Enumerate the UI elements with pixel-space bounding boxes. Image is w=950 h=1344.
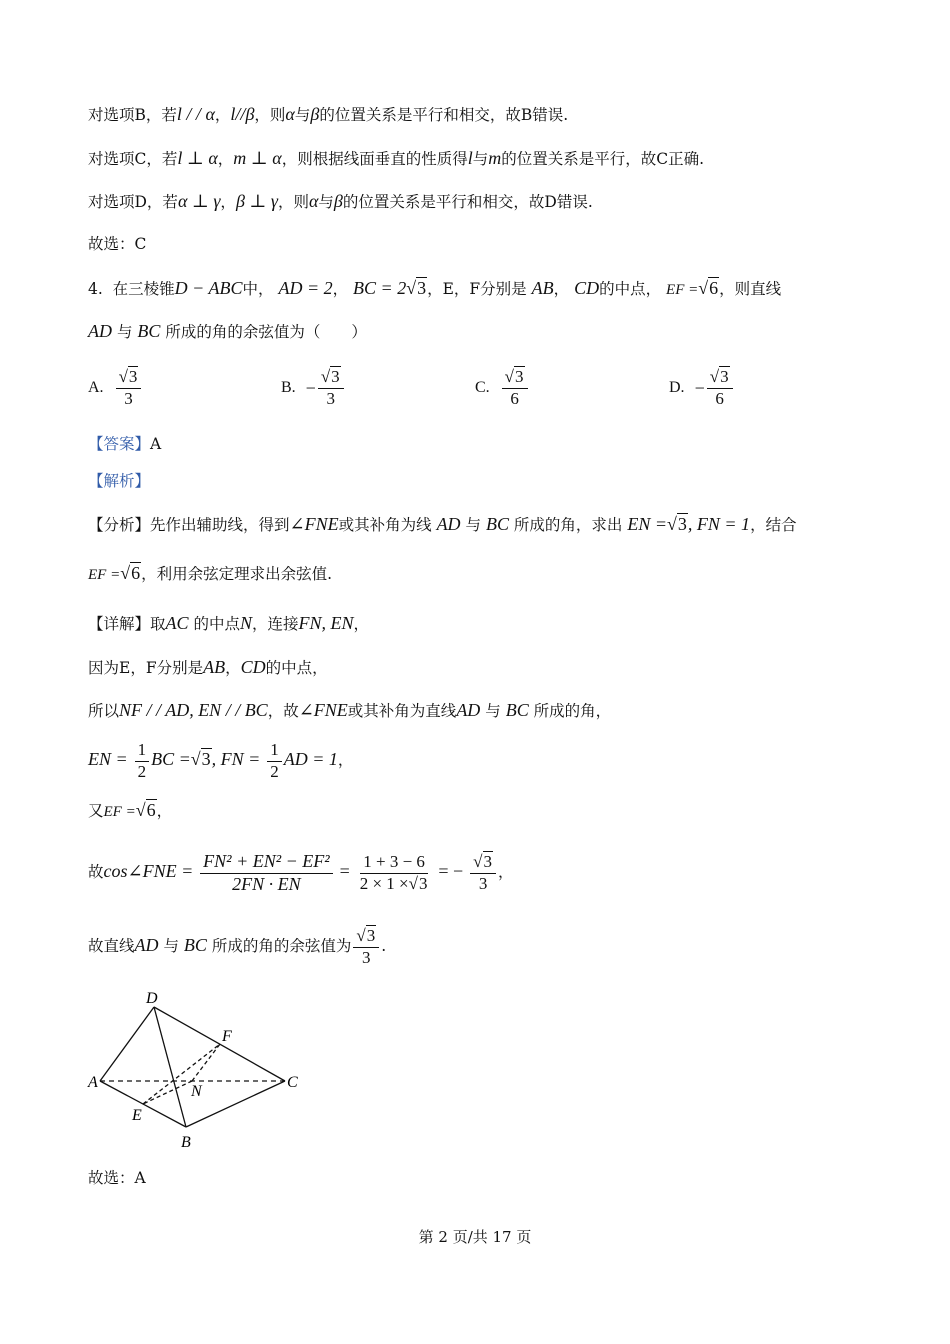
detail-line-1: 【详解】取AC 的中点N，连接FN, EN，	[88, 613, 370, 633]
token: ，	[214, 106, 231, 124]
page-footer: 第 2 页/共 17 页	[418, 1228, 532, 1246]
option-label: A.	[88, 379, 104, 397]
label-n: N	[191, 1083, 202, 1100]
label-b: B	[181, 1134, 191, 1151]
token: 与	[318, 193, 334, 211]
token: α	[272, 148, 282, 168]
token: β	[245, 104, 255, 124]
option-label: D.	[669, 379, 685, 397]
fenxi-line-2: EF =√6，利用余弦定理求出余弦值.	[88, 563, 333, 583]
token: γ	[270, 191, 278, 211]
option-numerator: 3	[720, 367, 729, 386]
option-denominator: 6	[510, 388, 519, 408]
token: β	[235, 191, 245, 211]
token: α	[208, 148, 218, 168]
option-fraction: $\frac{√3}{6}$	[502, 368, 528, 408]
option-fraction: $\frac{√3}{6}$	[707, 368, 733, 408]
option-d	[669, 368, 735, 408]
token: 对选项B，若	[88, 106, 177, 124]
option-numerator: 3	[331, 367, 340, 386]
segment-nf	[192, 1044, 220, 1081]
option-b	[281, 368, 346, 408]
detail-line-6: 故cos∠FNE = $\frac{\text{FN² + EN² − EF²}}{2FN \cdot EN}$ = $\frac{1 + 3 - 6}{2 \times 1 \times√3}$ = − $\frac{√3}{3}$ ，	[88, 850, 514, 894]
option-b-analysis	[88, 103, 568, 126]
token: 的位置关系是平行，故C正确.	[501, 150, 705, 168]
token: l	[467, 148, 473, 168]
label-a: A	[88, 1074, 98, 1091]
label-d: D	[146, 990, 158, 1007]
token: 与	[294, 106, 311, 124]
token: ，则根据线面垂直的性质得	[281, 150, 468, 168]
detail-line-3: 所以NF / / AD, EN / / BC，故∠FNE或其补角为直线AD 与 BC 所成的角，	[88, 700, 612, 720]
token: 与	[472, 150, 489, 168]
option-numerator: 3	[128, 367, 138, 386]
previous-choice: 故选：C	[88, 235, 147, 253]
detail-line-4: EN = $\frac{1}{2}$ BC =√3, FN = $\frac{1}{2}$ AD = 1，	[88, 739, 354, 781]
option-label: C.	[475, 379, 490, 397]
token: γ	[213, 191, 221, 211]
detail-line-7: 故直线AD 与 BC 所成的角的余弦值为 $\frac{√3}{3}$ .	[88, 925, 387, 967]
label-f: F	[222, 1028, 232, 1045]
token: 的位置关系是平行和相交，故D错误.	[342, 193, 593, 211]
token: ⊥	[182, 148, 209, 168]
token: ，	[217, 150, 234, 168]
token: ⊥	[187, 191, 214, 211]
token: 对选项D，若	[88, 193, 178, 211]
token: α	[205, 104, 215, 124]
token: α	[308, 191, 319, 211]
token: m	[233, 148, 247, 168]
token: 的位置关系是平行和相交，故B错误.	[319, 106, 569, 124]
answer-line: 【答案】A	[88, 435, 162, 453]
edge-da	[100, 1007, 154, 1081]
token: l	[176, 104, 182, 124]
token: ⊥	[246, 148, 273, 168]
option-d-analysis	[88, 190, 593, 213]
option-c	[475, 368, 530, 408]
detail-line-2: 因为E，F分别是AB，CD的中点，	[88, 657, 328, 677]
edge-db	[154, 1007, 186, 1127]
option-c-analysis	[88, 147, 704, 170]
option-denominator: 3	[326, 388, 335, 408]
option-fraction: $\frac{√3}{3}$	[318, 368, 344, 408]
option-denominator: 3	[124, 388, 133, 408]
token: β	[333, 191, 343, 211]
analysis-tag: 【解析】	[88, 472, 151, 490]
option-sign: −	[694, 377, 705, 398]
option-denominator: 6	[715, 388, 724, 408]
label-c: C	[287, 1074, 298, 1091]
question-4-line-1: 4. 在三棱锥D − ABC中， AD = 2， BC = 2√3，E，F分别是 AB， CD的中点， EF =√6，则直线	[88, 278, 782, 298]
option-fraction: $\frac{√3}{3}$	[116, 368, 142, 408]
question-4-line-2: AD 与 BC 所成的角的余弦值为（ ）	[88, 321, 367, 341]
token: ，则	[254, 106, 286, 124]
token: ，则	[277, 193, 309, 211]
token: 对选项C，若	[88, 150, 178, 168]
token: l	[177, 148, 183, 168]
detail-line-5: 又EF =√6，	[88, 800, 173, 820]
option-sign: −	[305, 377, 316, 398]
token: / /	[181, 104, 206, 124]
edge-dc	[154, 1007, 285, 1081]
tetrahedron-figure	[80, 985, 320, 1155]
token: α	[177, 191, 188, 211]
option-numerator: 3	[515, 367, 524, 386]
option-a	[88, 368, 143, 408]
option-label: B.	[281, 379, 296, 397]
token: m	[488, 148, 502, 168]
token: //	[235, 104, 246, 124]
token: β	[310, 104, 320, 124]
segment-ef	[143, 1044, 220, 1104]
token: ，	[220, 193, 236, 211]
fenxi-line-1: 【分析】先作出辅助线，得到∠FNE或其补角为线 AD 与 BC 所成的角，求出 EN =√3, FN = 1，结合	[88, 514, 797, 534]
token: α	[285, 104, 295, 124]
token: ⊥	[244, 191, 271, 211]
label-e: E	[132, 1107, 142, 1124]
token: l	[230, 104, 236, 124]
final-choice: 故选：A	[88, 1169, 146, 1187]
